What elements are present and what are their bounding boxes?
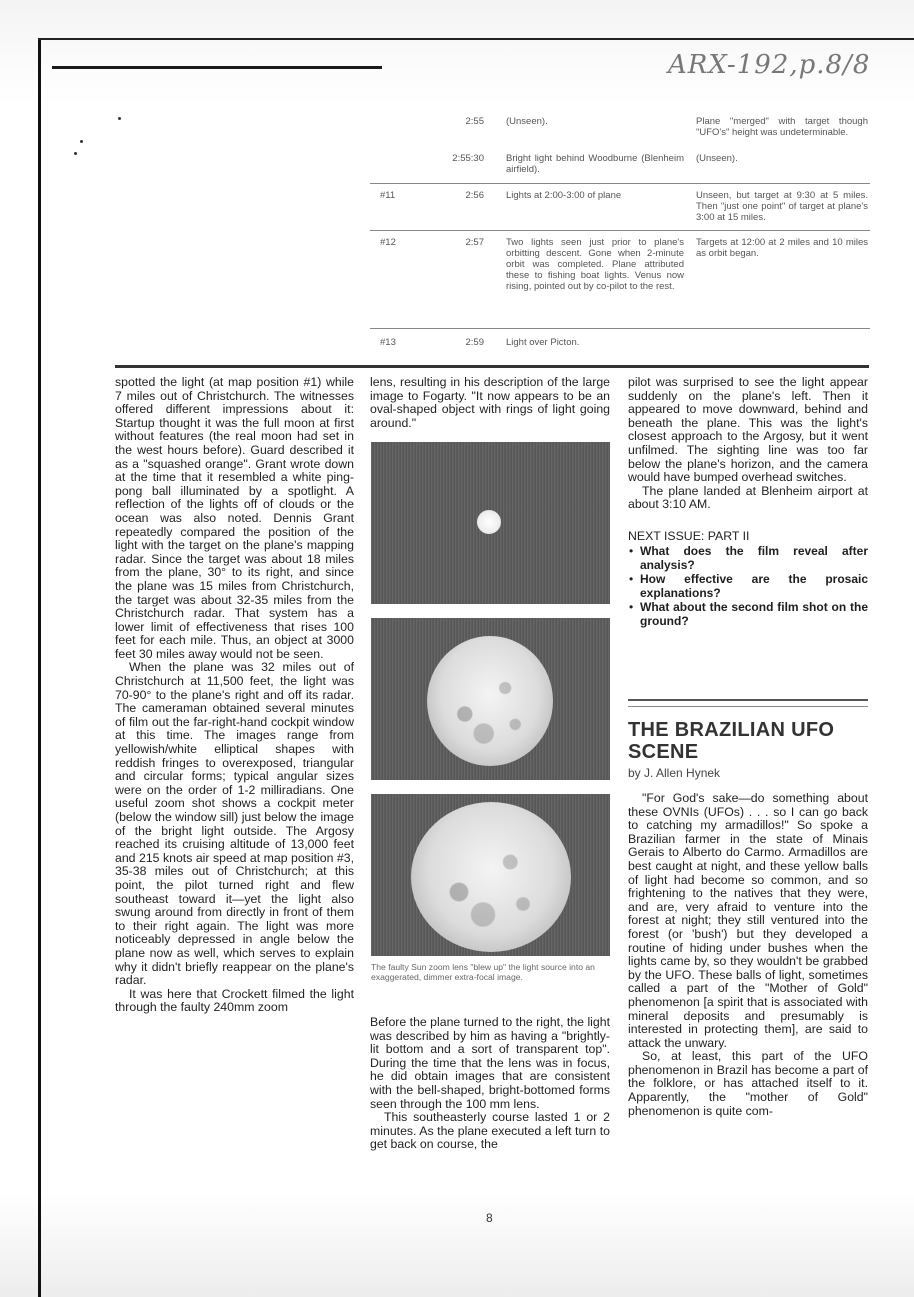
light-source [477,510,501,534]
article-title: THE BRAZILIAN UFO SCENE [628,719,835,763]
table-divider [370,328,870,329]
next-issue-list [628,544,868,628]
paragraph: When the plane was 32 miles out of Christchurch at 11,500 feet, the light was 70-90° to the plane's right and off its radar. The cameraman obtained several minutes of film out the far-right-hand cockpit window at this time. The images range from yellowish/white elliptical shapes with reddish fringes to overexposed, triangular and circular forms; typical angular sizes were on the order of 1-2 milliradians. One useful zoom shot shows a cockpit meter (below the window sill) just below the image of the bright light outside. The Argosy reached its cruising altitude of 13,000 feet and 215 knots air speed at map position #3, 35-38 miles out of Christchurch; at this point, the pilot turned right and flew southeast toward it—yet the light also swung around from directly in front of them to their right again. The light was more noticeably depressed in angle below the plane now as well, which serves to explain why it didn't briefly reappear on the plane's radar. [115,660,354,988]
ufo-photo-small-image [371,442,610,604]
paragraph: So, at least, this part of the UFO phenomenon in Brazil has become a part of the folklore, or has attached itself to it. Apparently, the "mother of Gold" phenomenon is quite com- [628,1049,868,1118]
row-time: 2:55:30 [452,153,484,164]
row-time: 2:59 [465,337,484,348]
row-radar: (Unseen). [696,153,738,164]
scan-speck [74,152,77,155]
top-rule [52,66,382,69]
paragraph: pilot was surprised to see the light appear suddenly on the plane's left. Then it appeared to move downward, behind and beneath the plane. This was the light's closest approach to the Argosy, but it went unfilmed. The sighting line was too far below the plane's horizon, and the camera would have bumped overhead switches. [628,375,868,485]
column-1 [115,376,354,1015]
table-divider [370,230,870,231]
scan-top-edge [38,38,914,40]
article-byline: by J. Allen Hynek [628,766,721,780]
column-3 [628,376,868,628]
list-item: • What does the film reveal after analysis? [628,544,868,572]
row-time: 2:57 [465,237,484,248]
paragraph: spotted the light (at map position #1) while 7 miles out of Christchurch. The witnesses offered different impressions about it: Startup thought it was the full moon at first without features (the real moon had set in the west hours before). Guard described it as a "squashed orange". Grant wrote down at the time that it resembled a white ping-pong ball illuminated by a spotlight. A reflection of the lights off of clouds or the ocean was also noted. Dennis Grant repeatedly compared the position of the light with the target on the plane's mapping radar. Since the target was about 18 miles from the plane, 30° to its right, and since the plane was 15 miles from Christchurch, the target was about 32-35 miles from the Christchurch radar. That system has a lower limit of effectiveness that rises 100 feet for each mile. Thus, an object at 3000 feet 30 miles away would not be seen. [115,375,354,661]
row-radar: Plane "merged" with target though "UFO's" height was undeterminable. [696,116,868,138]
row-visual: (Unseen). [506,116,548,127]
page-number: 8 [486,1211,493,1225]
section-rule [115,365,869,368]
light-source [427,636,553,766]
paragraph: This southeasterly course lasted 1 or 2 minutes. As the plane executed a left turn to get back on course, the [370,1110,610,1152]
row-time: 2:56 [465,190,484,201]
column-2-bottom [370,1016,610,1152]
row-visual: Bright light behind Woodburne (Blenheim airfield). [506,153,684,175]
photo-caption: The faulty Sun zoom lens "blew up" the light source into an exaggerated, dimmer extra-focal image. [371,962,595,982]
light-source [411,802,571,952]
row-visual: Two lights seen just prior to plane's orbitting descent. Gone when 2-minute orbit was completed. Plane attributed these to fishing boat lights. Venus now rising, pointed out by co-pilot to the rest. [506,237,684,292]
list-item: • What about the second film shot on the ground? [628,600,868,628]
row-radar: Targets at 12:00 at 2 miles and 10 miles as orbit began. [696,237,868,259]
paragraph: "For God's sake—do something about these OVNIs (UFOs) . . . so I can go back to catching my armadillos!" So spoke a Brazilian farmer in the state of Minais Gerais to Alberto do Carmo. Armadillos are best caught at night, and these yellow balls of light had become so common, and so frightening to the natives that they were, and are, very afraid to venture into the forest at night; they still ventured into the forest (or 'bush') but they developed a routine of hiding under bushes when the lights came by, so they wouldn't be grabbed by the UFO. These balls of light, sometimes called a part of the "Mother of Gold" phenomenon [a spirit that is associated with mineral deposits and presumably is interested in protecting them], are said to attack the unwary. [628,791,868,1050]
paragraph: Before the plane turned to the right, the light was described by him as having a "brightly-lit bottom and a sort of transparent top". During the time that the lens was in focus, he did obtain images that are consistent with the bell-shaped, bright-bottomed forms seen through the 100 mm lens. [370,1015,610,1111]
row-number: #12 [380,237,396,248]
scan-speck [118,117,121,120]
handwritten-reference: ARX-192,p.8/8 [668,50,871,80]
row-visual: Light over Picton. [506,337,580,348]
scan-speck [80,140,83,143]
next-issue-heading: NEXT ISSUE: PART II [628,528,750,543]
list-item: • How effective are the prosaic explanations? [628,572,868,600]
article-body [628,792,868,1118]
paragraph: It was here that Crockett filmed the light through the faulty 240mm zoom [115,986,354,1015]
scan-left-edge [38,38,41,1297]
ufo-photo-large-image [371,794,610,956]
row-number: #13 [380,337,396,348]
row-number: #11 [380,190,396,201]
row-visual: Lights at 2:00-3:00 of plane [506,190,622,201]
column-2-top [370,376,610,430]
paragraph: lens, resulting in his description of the large image to Fogarty. "It now appears to be an oval-shaped object with rings of light going around." [370,375,610,430]
row-time: 2:55 [465,116,484,127]
article-divider [628,699,868,707]
row-radar: Unseen, but target at 9:30 at 5 miles. Then "just one point" of target at plane's 3:00 at 15 miles. [696,190,868,223]
ufo-photo-medium-image [371,618,610,780]
table-divider [370,183,870,184]
paragraph: The plane landed at Blenheim airport at about 3:10 AM. [628,483,868,512]
